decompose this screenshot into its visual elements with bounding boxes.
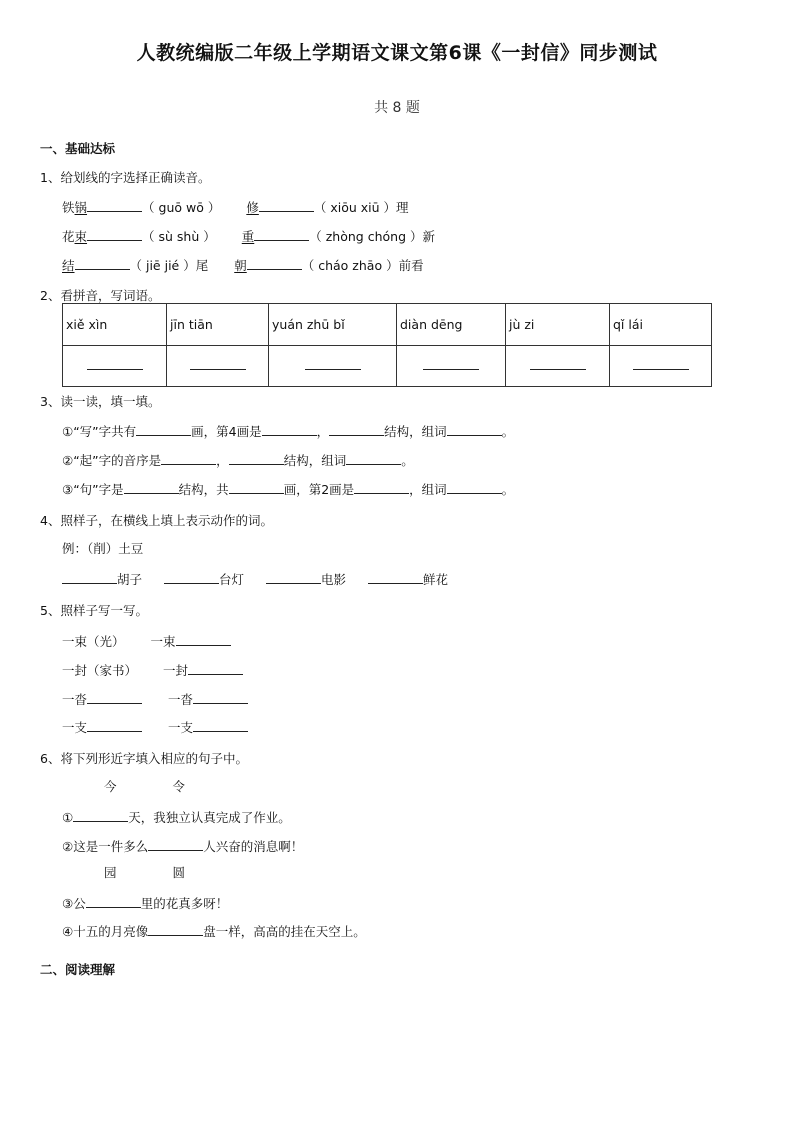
- underlined-char: 锅: [74, 200, 88, 215]
- text: ，: [316, 424, 330, 439]
- text: ③“句”字是: [62, 482, 124, 497]
- question-3-line-2: [62, 451, 414, 469]
- question-5-row: [62, 632, 231, 650]
- text: 盘一样，高高的挂在天空上。: [203, 924, 366, 939]
- answer-blank[interactable]: [87, 198, 142, 212]
- text: ①“写”字共有: [62, 424, 137, 439]
- question-3-line-1: [62, 422, 514, 440]
- answer-blank[interactable]: [259, 198, 314, 212]
- text: ，: [216, 453, 229, 468]
- answer-blank[interactable]: [266, 570, 321, 584]
- pinyin-cell: jù zi: [506, 304, 610, 346]
- underlined-char: 朝: [234, 258, 247, 273]
- answer-blank[interactable]: [148, 837, 203, 851]
- question-6-sentence-3: [62, 894, 228, 912]
- pinyin-options: （ cháo zhāo ）: [301, 258, 399, 273]
- answer-blank[interactable]: [87, 359, 143, 370]
- word-answer-cell[interactable]: [610, 345, 712, 387]
- answer-blank[interactable]: [176, 632, 231, 646]
- object-word: 胡子: [117, 572, 143, 587]
- text: 。: [401, 453, 414, 468]
- question-3-stem: 3、读一读，填一填。: [40, 394, 161, 409]
- pinyin-cell: jīn tiān: [167, 304, 269, 346]
- prefix-char: 铁: [62, 200, 75, 215]
- answer-blank[interactable]: [229, 451, 284, 465]
- answer-blank[interactable]: [73, 808, 128, 822]
- question-1-row-1: [62, 198, 409, 216]
- text: ④十五的月亮像: [62, 924, 149, 939]
- answer-blank[interactable]: [346, 451, 401, 465]
- text: 结构，组词: [384, 424, 447, 439]
- word-answer-cell[interactable]: [167, 345, 269, 387]
- prefix-char: 花: [62, 229, 75, 244]
- question-1-row-2: [62, 227, 435, 245]
- answer-blank[interactable]: [75, 256, 130, 270]
- text: 画，第2画是: [283, 482, 355, 497]
- section-heading-reading: 二、阅读理解: [40, 962, 116, 977]
- text: 结构，共: [178, 482, 229, 497]
- answer-blank[interactable]: [164, 570, 219, 584]
- answer-blank[interactable]: [354, 480, 409, 494]
- question-1-row-3: [62, 256, 424, 274]
- answer-blank[interactable]: [193, 690, 248, 704]
- question-2-stem: 2、看拼音，写词语。: [40, 288, 161, 303]
- object-word: 鲜花: [423, 572, 449, 587]
- underlined-char: 修: [246, 200, 259, 215]
- example-text: 一束（光）: [62, 634, 125, 649]
- question-6-sentence-4: [62, 922, 366, 940]
- char-pair-2: [104, 865, 185, 881]
- question-6-sentence-2: [62, 837, 303, 855]
- answer-blank[interactable]: [447, 480, 502, 494]
- question-5-row: [62, 690, 248, 708]
- question-4-example: 例：（削）土豆: [62, 541, 144, 556]
- text: ，组词: [409, 482, 447, 497]
- suffix-char: 前看: [398, 258, 424, 273]
- pinyin-options: （ xiōu xiū ）: [313, 200, 396, 215]
- text: 。: [501, 424, 515, 439]
- answer-blank[interactable]: [423, 359, 479, 370]
- answer-blank[interactable]: [229, 480, 284, 494]
- question-count: 共 8 题: [374, 100, 420, 116]
- answer-blank[interactable]: [136, 422, 191, 436]
- text: ②“起”字的音序是: [62, 453, 162, 468]
- question-6-stem: 6、将下列形近字填入相应的句子中。: [40, 751, 248, 766]
- suffix-char: 尾: [195, 258, 209, 273]
- text: ③公: [62, 896, 86, 911]
- pinyin-options: （ jiē jié ）: [129, 258, 196, 273]
- answer-blank[interactable]: [368, 570, 423, 584]
- char-option: 令: [172, 779, 186, 794]
- answer-blank[interactable]: [86, 894, 141, 908]
- text: 画，第4画是: [191, 424, 262, 439]
- answer-blank[interactable]: [148, 922, 203, 936]
- suffix-char: 新: [422, 229, 435, 244]
- answer-blank[interactable]: [305, 359, 361, 370]
- question-3-line-3: [62, 480, 514, 498]
- text: 。: [501, 482, 515, 497]
- suffix-char: 理: [396, 200, 409, 215]
- word-answer-cell[interactable]: [63, 345, 167, 387]
- pinyin-table: [62, 303, 712, 387]
- answer-blank[interactable]: [188, 661, 243, 675]
- question-4-stem: 4、照样子，在横线上填上表示动作的词。: [40, 513, 273, 528]
- char-option: 园: [104, 865, 117, 880]
- text: ②这是一件多么: [62, 839, 149, 854]
- pinyin-cell: yuán zhū bǐ: [269, 304, 397, 346]
- underlined-char: 束: [74, 229, 88, 244]
- question-6-sentence-1: [62, 808, 291, 826]
- answer-blank[interactable]: [247, 256, 302, 270]
- answer-blank[interactable]: [193, 718, 248, 732]
- pinyin-cell: diàn dēng: [397, 304, 506, 346]
- measure-word: 一支: [62, 720, 88, 735]
- answer-blank[interactable]: [633, 359, 689, 370]
- measure-word: 一支: [168, 720, 194, 735]
- question-4-answers: [62, 570, 448, 588]
- answer-blank[interactable]: [254, 227, 309, 241]
- answer-blank[interactable]: [530, 359, 586, 370]
- measure-word: 一沓: [168, 692, 194, 707]
- text: 里的花真多呀！: [140, 896, 229, 911]
- text: ①: [62, 810, 74, 825]
- question-5-row: [62, 718, 248, 736]
- object-word: 台灯: [219, 572, 245, 587]
- section-heading-basic: 一、基础达标: [40, 141, 116, 156]
- question-5-row: [62, 661, 243, 679]
- underlined-char: 结: [62, 258, 75, 273]
- answer-blank[interactable]: [124, 480, 179, 494]
- answer-blank[interactable]: [262, 422, 317, 436]
- char-pair-1: [104, 779, 185, 795]
- measure-word: 一沓: [62, 692, 88, 707]
- word-answer-cell[interactable]: [506, 345, 610, 387]
- pinyin-cell: xiě xìn: [63, 304, 167, 346]
- text: 天，我独立认真完成了作业。: [128, 810, 291, 825]
- text: 结构，组词: [283, 453, 347, 468]
- answer-blank[interactable]: [87, 690, 142, 704]
- answer-blank[interactable]: [87, 718, 142, 732]
- answer-blank[interactable]: [87, 227, 142, 241]
- answer-blank[interactable]: [161, 451, 216, 465]
- answer-blank[interactable]: [447, 422, 502, 436]
- char-option: 今: [104, 779, 117, 794]
- pinyin-cell: qǐ lái: [610, 304, 712, 346]
- question-5-stem: 5、照样子写一写。: [40, 603, 148, 618]
- object-word: 电影: [321, 572, 347, 587]
- pinyin-options: （ zhòng chóng ）: [309, 229, 423, 244]
- char-option: 圆: [172, 865, 186, 880]
- question-1-stem: 1、给划线的字选择正确读音。: [40, 170, 211, 185]
- answer-blank[interactable]: [329, 422, 384, 436]
- measure-word: 一封: [163, 663, 189, 678]
- text: 人兴奋的消息啊！: [203, 839, 304, 854]
- underlined-char: 重: [241, 229, 255, 244]
- answer-blank[interactable]: [62, 570, 117, 584]
- pinyin-options: （ guō wō ）: [142, 200, 221, 215]
- word-answer-cell[interactable]: [397, 345, 506, 387]
- pinyin-options: （ sù shù ）: [142, 229, 216, 244]
- answer-blank[interactable]: [190, 359, 246, 370]
- page-title: 人教统编版二年级上学期语文课文第6课《一封信》同步测试: [136, 42, 658, 64]
- measure-word: 一束: [150, 634, 176, 649]
- example-text: 一封（家书）: [62, 663, 138, 678]
- word-answer-cell[interactable]: [269, 345, 397, 387]
